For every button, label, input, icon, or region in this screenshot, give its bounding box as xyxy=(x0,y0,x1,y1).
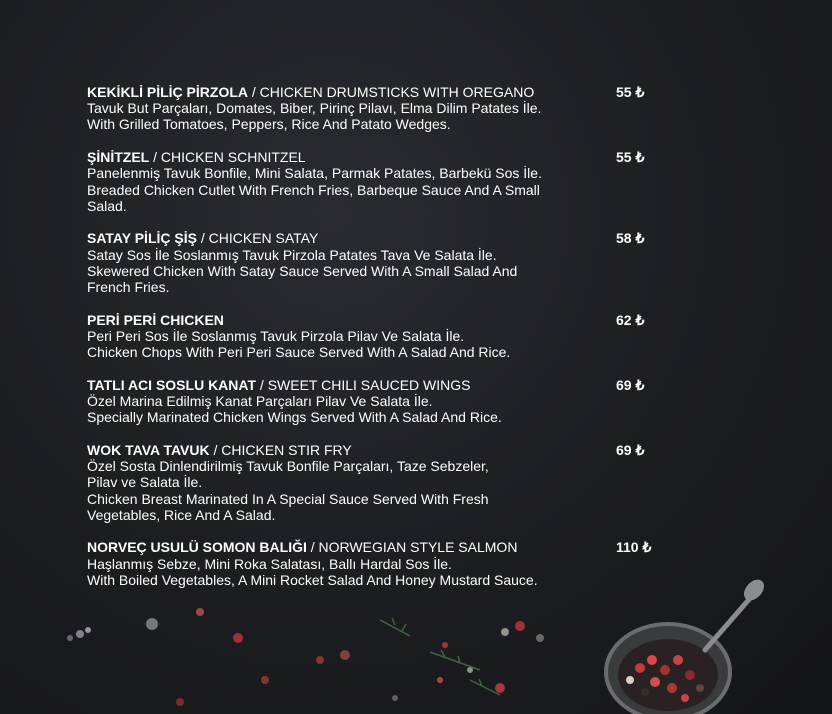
item-name: WOK TAVA TAVUK xyxy=(87,441,210,458)
item-price: 55 ₺ xyxy=(616,149,645,166)
spice-bowl xyxy=(606,624,730,714)
item-price: 69 ₺ xyxy=(616,441,645,458)
menu-item xyxy=(87,442,667,523)
item-subtitle: / SWEET CHILI SAUCED WINGS xyxy=(256,376,471,393)
item-desc-tr: Panelenmiş Tavuk Bonfile, Mini Salata, Parmak Patates, Barbekü Sos İle. xyxy=(87,165,542,182)
item-desc-tr: Peri Peri Sos İle Soslanmış Tavuk Pirzola Pilav Ve Salata İle. xyxy=(87,327,465,344)
item-subtitle: / CHICKEN SCHNITZEL xyxy=(149,149,306,166)
item-name: KEKİKLİ PİLİÇ PİRZOLA xyxy=(87,84,248,100)
item-desc-en: Breaded Chicken Cutlet With French Fries, Barbeque Sauce And A Small Salad. xyxy=(87,181,540,214)
item-desc-en: Chicken Chops With Peri Peri Sauce Served With A Salad And Rice. xyxy=(87,344,511,361)
item-name: TATLI ACI SOSLU KANAT xyxy=(87,376,257,393)
item-price: 62 ₺ xyxy=(616,311,645,328)
item-name: PERİ PERİ CHICKEN xyxy=(87,311,224,328)
menu-item xyxy=(87,84,667,133)
item-desc-en: With Grilled Tomatoes, Peppers, Rice And Patato Wedges. xyxy=(87,116,451,133)
menu-item xyxy=(87,230,667,295)
item-price: 58 ₺ xyxy=(616,230,645,247)
item-name: ŞİNİTZEL xyxy=(87,149,150,166)
item-desc-tr: Haşlanmış Sebze, Mini Roka Salatası, Ballı Hardal Sos İle. xyxy=(87,555,452,572)
item-desc-tr: Satay Sos İle Soslanmış Tavuk Pirzola Patates Tava Ve Salata İle. xyxy=(87,246,497,263)
item-price: 69 ₺ xyxy=(616,376,645,393)
item-desc-tr: Özel Marina Edilmiş Kanat Parçaları Pilav Ve Salata İle. xyxy=(87,393,433,410)
item-name: NORVEÇ USULÜ SOMON BALIĞI xyxy=(87,539,307,556)
item-desc-en: Specially Marinated Chicken Wings Served With A Salad And Rice. xyxy=(87,409,502,426)
item-subtitle: / NORWEGIAN STYLE SALMON xyxy=(306,539,518,556)
spoon xyxy=(705,576,768,650)
item-subtitle: / CHICKEN DRUMSTICKS WITH OREGANO xyxy=(248,84,535,100)
scattered-peppercorns xyxy=(67,608,544,706)
menu-item xyxy=(87,377,667,426)
menu-item xyxy=(87,149,667,214)
item-desc-en: With Boiled Vegetables, A Mini Rocket Salad And Honey Mustard Sauce. xyxy=(87,571,538,588)
item-desc-tr: Tavuk But Parçaları, Domates, Biber, Pirinç Pilavı, Elma Dilim Patates İle. xyxy=(87,100,542,117)
menu-list xyxy=(87,84,667,605)
item-name: SATAY PİLİÇ ŞİŞ xyxy=(87,230,197,247)
peppercorn-bowl-decoration xyxy=(0,560,832,714)
item-desc-tr: Özel Sosta Dinlendirilmiş Tavuk Bonfile Parçaları, Taze Sebzeler, Pilav ve Salata İle. xyxy=(87,458,489,491)
item-price: 55 ₺ xyxy=(616,84,645,100)
item-subtitle: / CHICKEN SATAY xyxy=(196,230,319,247)
herb-sprigs xyxy=(380,618,500,695)
menu-item xyxy=(87,312,667,361)
item-price: 110 ₺ xyxy=(616,539,652,556)
item-subtitle: / CHICKEN STIR FRY xyxy=(209,441,352,458)
item-desc-en: Chicken Breast Marinated In A Special Sauce Served With Fresh Vegetables, Rice And A Salad. xyxy=(87,490,489,523)
item-desc-en: Skewered Chicken With Satay Sauce Served With A Small Salad And French Fries. xyxy=(87,262,518,296)
